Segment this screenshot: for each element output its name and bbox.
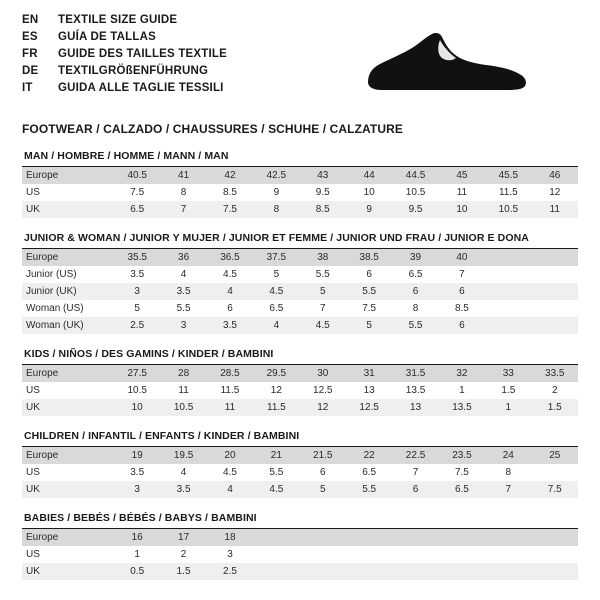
- size-cell: 11.5: [253, 399, 299, 416]
- size-cell: 13: [392, 399, 438, 416]
- size-cell: 5.5: [253, 464, 299, 481]
- size-cell: 20: [207, 447, 253, 464]
- size-cell: 1: [114, 546, 160, 563]
- size-cell: 6: [300, 464, 346, 481]
- size-cell: 7.5: [439, 464, 485, 481]
- language-title: TEXTILGRÖßENFÜHRUNG: [58, 65, 209, 77]
- table-row: [22, 481, 578, 498]
- size-cell: 13.5: [392, 382, 438, 399]
- size-cell: 19.5: [160, 447, 206, 464]
- size-cell: 10.5: [160, 399, 206, 416]
- size-cell: [253, 563, 299, 580]
- language-row: [22, 48, 227, 65]
- size-cell: 4.5: [300, 317, 346, 334]
- size-cell: [392, 546, 438, 563]
- language-code: DE: [22, 65, 39, 77]
- size-table: [22, 167, 578, 218]
- size-cell: [485, 266, 531, 283]
- size-cell: [392, 529, 438, 546]
- size-cell: 38: [300, 249, 346, 266]
- size-cell: 10: [114, 399, 160, 416]
- size-cell: 28: [160, 365, 206, 382]
- size-cell: 12.5: [300, 382, 346, 399]
- size-cell: [485, 317, 531, 334]
- size-cell: 10: [439, 201, 485, 218]
- table-row: [22, 447, 578, 464]
- size-cell: 32: [439, 365, 485, 382]
- size-cell: 2: [532, 382, 578, 399]
- size-cell: 3: [114, 283, 160, 300]
- table-row: [22, 563, 578, 580]
- row-label: Junior (US): [22, 266, 114, 283]
- size-cell: 12: [300, 399, 346, 416]
- size-cell: 5: [114, 300, 160, 317]
- size-table-block: [22, 232, 578, 334]
- size-cell: 42: [207, 167, 253, 184]
- size-cell: 7: [392, 464, 438, 481]
- row-label: Europe: [22, 365, 114, 382]
- document-header: [22, 14, 578, 110]
- size-tables-container: [22, 150, 578, 580]
- size-cell: 12: [532, 184, 578, 201]
- size-cell: [532, 317, 578, 334]
- size-cell: 3.5: [160, 481, 206, 498]
- size-cell: 2.5: [207, 563, 253, 580]
- size-cell: 3: [114, 481, 160, 498]
- size-cell: 7.5: [346, 300, 392, 317]
- size-cell: 5: [253, 266, 299, 283]
- size-cell: 4.5: [207, 464, 253, 481]
- size-cell: 7: [300, 300, 346, 317]
- size-cell: [346, 529, 392, 546]
- row-label: UK: [22, 201, 114, 218]
- size-cell: [253, 529, 299, 546]
- size-table: [22, 447, 578, 498]
- size-cell: 6.5: [253, 300, 299, 317]
- size-cell: 5: [346, 317, 392, 334]
- size-cell: 2: [160, 546, 206, 563]
- size-cell: 41: [160, 167, 206, 184]
- size-cell: 6: [392, 481, 438, 498]
- language-title-list-body: [22, 14, 227, 99]
- row-label: Europe: [22, 447, 114, 464]
- size-cell: 33.5: [532, 365, 578, 382]
- size-cell: 23.5: [439, 447, 485, 464]
- size-cell: 6: [392, 283, 438, 300]
- table-row: [22, 249, 578, 266]
- size-cell: [532, 283, 578, 300]
- size-cell: 2.5: [114, 317, 160, 334]
- size-cell: 3.5: [160, 283, 206, 300]
- size-cell: 31: [346, 365, 392, 382]
- size-table: [22, 249, 578, 334]
- language-row: [22, 31, 227, 48]
- size-cell: 6.5: [346, 464, 392, 481]
- size-cell: 42.5: [253, 167, 299, 184]
- language-row: [22, 65, 227, 82]
- language-title-list: [22, 14, 227, 99]
- size-cell: 7: [439, 266, 485, 283]
- size-cell: 8: [392, 300, 438, 317]
- size-cell: 44.5: [392, 167, 438, 184]
- size-cell: 16: [114, 529, 160, 546]
- row-label: Europe: [22, 167, 114, 184]
- language-code: IT: [22, 82, 33, 94]
- size-cell: 4: [207, 481, 253, 498]
- size-cell: 43: [300, 167, 346, 184]
- size-cell: 1: [485, 399, 531, 416]
- size-cell: 11: [532, 201, 578, 218]
- size-cell: 4: [207, 283, 253, 300]
- language-code: EN: [22, 14, 39, 26]
- size-cell: [300, 529, 346, 546]
- size-cell: 13: [346, 382, 392, 399]
- size-cell: 4.5: [253, 283, 299, 300]
- size-cell: [485, 249, 531, 266]
- size-cell: 10.5: [392, 184, 438, 201]
- language-code: ES: [22, 31, 38, 43]
- size-cell: [532, 529, 578, 546]
- table-row: [22, 317, 578, 334]
- size-cell: [439, 546, 485, 563]
- size-cell: 6: [439, 317, 485, 334]
- size-cell: 13.5: [439, 399, 485, 416]
- size-cell: [485, 563, 531, 580]
- size-cell: 11.5: [207, 382, 253, 399]
- size-table-block: [22, 430, 578, 498]
- size-cell: 19: [114, 447, 160, 464]
- size-cell: 33: [485, 365, 531, 382]
- size-cell: 5: [300, 283, 346, 300]
- row-label: Europe: [22, 249, 114, 266]
- size-table-title: KIDS / NIÑOS / DES GAMINS / KINDER / BAMBINI: [24, 348, 274, 360]
- size-table-title: MAN / HOMBRE / HOMME / MANN / MAN: [24, 150, 229, 162]
- size-cell: 3: [160, 317, 206, 334]
- row-label: UK: [22, 563, 114, 580]
- table-row: [22, 167, 578, 184]
- size-cell: 3.5: [114, 464, 160, 481]
- row-label: US: [22, 184, 114, 201]
- size-cell: [485, 283, 531, 300]
- size-cell: 22.5: [392, 447, 438, 464]
- size-cell: [485, 546, 531, 563]
- language-title: GUIDE DES TAILLES TEXTILE: [58, 48, 227, 60]
- dress-shoe-icon: [360, 30, 530, 100]
- size-cell: [439, 563, 485, 580]
- language-row: [22, 82, 227, 99]
- size-cell: 6.5: [392, 266, 438, 283]
- table-row: [22, 201, 578, 218]
- size-cell: 27.5: [114, 365, 160, 382]
- size-cell: 21: [253, 447, 299, 464]
- language-code: FR: [22, 48, 38, 60]
- row-label: US: [22, 546, 114, 563]
- size-cell: [532, 249, 578, 266]
- size-cell: 5: [300, 481, 346, 498]
- size-table-title: CHILDREN / INFANTIL / ENFANTS / KINDER / BAMBINI: [24, 430, 300, 442]
- language-row: [22, 14, 227, 31]
- table-row: [22, 464, 578, 481]
- size-cell: 4.5: [207, 266, 253, 283]
- size-cell: 4.5: [253, 481, 299, 498]
- row-label: Woman (UK): [22, 317, 114, 334]
- table-row: [22, 266, 578, 283]
- table-row: [22, 399, 578, 416]
- size-table-block: [22, 348, 578, 416]
- size-cell: 8.5: [300, 201, 346, 218]
- size-cell: 5.5: [392, 317, 438, 334]
- size-cell: 36: [160, 249, 206, 266]
- language-title: GUÍA DE TALLAS: [58, 31, 156, 43]
- size-cell: 8: [253, 201, 299, 218]
- size-cell: 44: [346, 167, 392, 184]
- size-cell: 6.5: [439, 481, 485, 498]
- table-row: [22, 184, 578, 201]
- size-cell: 46: [532, 167, 578, 184]
- size-cell: 7.5: [207, 201, 253, 218]
- size-cell: 37.5: [253, 249, 299, 266]
- size-cell: 9: [253, 184, 299, 201]
- size-table-block: [22, 150, 578, 218]
- size-cell: 17: [160, 529, 206, 546]
- size-cell: 9.5: [392, 201, 438, 218]
- size-cell: 12: [253, 382, 299, 399]
- row-label: Junior (UK): [22, 283, 114, 300]
- row-label: US: [22, 382, 114, 399]
- size-cell: 12.5: [346, 399, 392, 416]
- size-cell: 38.5: [346, 249, 392, 266]
- size-cell: 3: [207, 546, 253, 563]
- size-cell: 9.5: [300, 184, 346, 201]
- size-cell: 45: [439, 167, 485, 184]
- size-cell: 1.5: [485, 382, 531, 399]
- size-cell: 5.5: [346, 481, 392, 498]
- table-row: [22, 529, 578, 546]
- size-cell: 3.5: [207, 317, 253, 334]
- size-cell: [300, 563, 346, 580]
- size-cell: [346, 563, 392, 580]
- size-cell: 8.5: [207, 184, 253, 201]
- size-cell: 11: [439, 184, 485, 201]
- size-cell: 7: [485, 481, 531, 498]
- size-cell: 9: [346, 201, 392, 218]
- size-cell: 6.5: [114, 201, 160, 218]
- size-cell: 6: [439, 283, 485, 300]
- size-cell: 0.5: [114, 563, 160, 580]
- size-cell: 35.5: [114, 249, 160, 266]
- size-cell: 28.5: [207, 365, 253, 382]
- language-title: TEXTILE SIZE GUIDE: [58, 14, 178, 26]
- size-cell: [485, 300, 531, 317]
- size-cell: [532, 563, 578, 580]
- table-row: [22, 300, 578, 317]
- size-cell: 11: [207, 399, 253, 416]
- size-cell: 24: [485, 447, 531, 464]
- size-cell: 3.5: [114, 266, 160, 283]
- size-table: [22, 529, 578, 580]
- size-table: [22, 365, 578, 416]
- size-cell: [300, 546, 346, 563]
- size-cell: 7.5: [532, 481, 578, 498]
- size-cell: 11: [160, 382, 206, 399]
- size-cell: 36.5: [207, 249, 253, 266]
- size-cell: 30: [300, 365, 346, 382]
- size-cell: [532, 266, 578, 283]
- row-label: US: [22, 464, 114, 481]
- size-cell: 8.5: [439, 300, 485, 317]
- size-cell: 39: [392, 249, 438, 266]
- table-row: [22, 546, 578, 563]
- size-cell: [253, 546, 299, 563]
- size-cell: 45.5: [485, 167, 531, 184]
- size-cell: 10.5: [114, 382, 160, 399]
- language-title: GUIDA ALLE TAGLIE TESSILI: [58, 82, 224, 94]
- size-cell: 40: [439, 249, 485, 266]
- size-cell: [532, 300, 578, 317]
- size-cell: 4: [253, 317, 299, 334]
- size-cell: 21.5: [300, 447, 346, 464]
- size-cell: 11.5: [485, 184, 531, 201]
- size-table-title: JUNIOR & WOMAN / JUNIOR Y MUJER / JUNIOR ET FEMME / JUNIOR UND FRAU / JUNIOR E DONA: [24, 232, 529, 244]
- size-cell: [346, 546, 392, 563]
- size-cell: [532, 464, 578, 481]
- row-label: Europe: [22, 529, 114, 546]
- size-cell: 5.5: [346, 283, 392, 300]
- size-cell: 29.5: [253, 365, 299, 382]
- row-label: UK: [22, 399, 114, 416]
- size-cell: 8: [485, 464, 531, 481]
- size-cell: 6: [207, 300, 253, 317]
- size-cell: 31.5: [392, 365, 438, 382]
- size-cell: 4: [160, 464, 206, 481]
- size-cell: 18: [207, 529, 253, 546]
- size-cell: [485, 529, 531, 546]
- size-cell: [392, 563, 438, 580]
- size-cell: 6: [346, 266, 392, 283]
- size-cell: 1: [439, 382, 485, 399]
- category-title: FOOTWEAR / CALZADO / CHAUSSURES / SCHUHE / CALZATURE: [22, 122, 403, 136]
- row-label: UK: [22, 481, 114, 498]
- size-cell: 10: [346, 184, 392, 201]
- size-cell: 7.5: [114, 184, 160, 201]
- row-label: Woman (US): [22, 300, 114, 317]
- size-cell: 1.5: [532, 399, 578, 416]
- size-cell: 5.5: [160, 300, 206, 317]
- size-table-title: BABIES / BEBÉS / BÉBÉS / BABYS / BAMBINI: [24, 512, 257, 524]
- size-cell: 40.5: [114, 167, 160, 184]
- table-row: [22, 365, 578, 382]
- size-cell: 7: [160, 201, 206, 218]
- table-row: [22, 283, 578, 300]
- size-cell: 10.5: [485, 201, 531, 218]
- size-cell: 5.5: [300, 266, 346, 283]
- size-cell: 25: [532, 447, 578, 464]
- table-row: [22, 382, 578, 399]
- size-table-block: [22, 512, 578, 580]
- size-cell: [439, 529, 485, 546]
- size-cell: 1.5: [160, 563, 206, 580]
- size-cell: 8: [160, 184, 206, 201]
- size-cell: [532, 546, 578, 563]
- size-cell: 22: [346, 447, 392, 464]
- size-cell: 4: [160, 266, 206, 283]
